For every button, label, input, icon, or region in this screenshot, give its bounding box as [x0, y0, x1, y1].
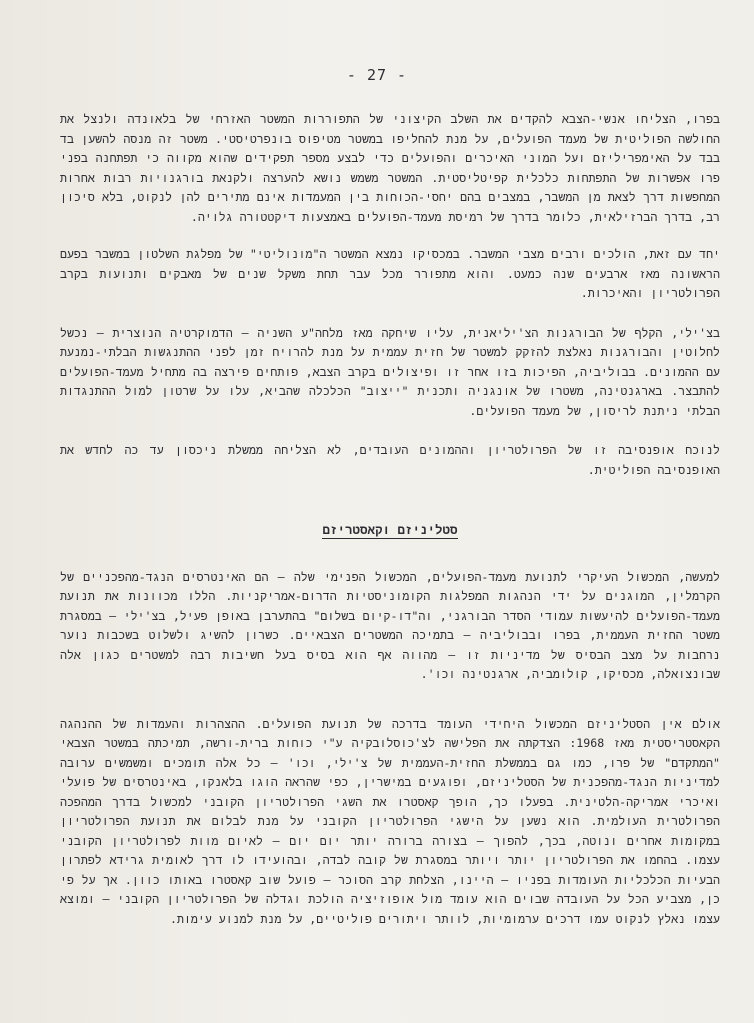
document-body [60, 110, 720, 929]
section-heading [60, 520, 720, 540]
paragraph-nixon: לנוכח אופנסיבה זו של הפרולטריון וההמונים העובדים, לא הצליחה ממשלת ניכסון עד כה לחדש את האופנסיבה הפוליטית. [60, 443, 720, 477]
paragraph-mexico: יחד עם זאת, הולכים ורבים מצבי המשבר. במכסיקו נמצא המשטר ה"מונוליטי" של מפלגת השלטון במשבר בפעם הראשונה מאז ארבעים שנה כמעט. והוא מתפורר מכל עבר תחת משקל שנים של מאבקים ותנועות בקרב הפרולטריון והאיכרות. [60, 247, 720, 300]
section-heading-text: סטליניזם וקאסטריזם [322, 522, 458, 537]
paragraph-chile-bolivia-argentina: בצ'ילי, הקלף של הבורגנות הצ'יליאנית, עליו שיחקה מאז מלחה"ע השניה – הדמוקרטיה הנוצרית – נכשל לחלוטין והבורגנות נאלצת להזקק למשטר של חזית עממית על מנת להרויח זמן לפני ההתנגשות הבלתי-נמנעת עם ההמונים. בבוליביה, הפיכות בזו אחר זו ופיצולים בקרב הצבא, פותחים פירצה בה מתחיל מעמד-הפועלים להתבצר. בארגנטינה, משטרו של אונגניה ותכנית "ייצוב" הכלכלה שהביא, עלו על שרטון למול ההתנגדות הבלתי ניתנת לריסון, של מעמד הפועלים. [60, 325, 720, 418]
paragraph-peru: בפרו, הצליחו אנשי-הצבא להקדים את השלב הקיצוני של התפוררות המשטר האזרחי של בלאונדה ולנצל את החולשה הפוליטית של מעמד הפועלים, על מנת להחליפו במשטר מטיפוס בונפרטיסטי. משטר זה מנסה להשען בד בבד על האימפריליזם ועל המוני האיכרים והפועלים כדי לבצע מספר תפקידים שהוא מקווה כי תפתחנה בפני פרו אפשרות של התפתחות כלכלית קפיטליסטית. המשטר משמש נושא להערצה ולקנאת בורגנויות רבות אחרות המחפשות דרך לצאת מן המשבר, במצבים בהם יחסי-הכוחות בין המעמדות אינם מתירים להן לנקוט, בלא סיכון רב, בדרך הברזילאית, כלומר בדרך של רמיסת מעמד-הפועלים באמצעות דיקטטורה גלויה. [60, 112, 720, 224]
paragraph-castroism: אולם אין הסטליניזם המכשול היחידי העומד בדרכה של תנועת הפועלים. ההצהרות והעמדות של ההנהגה הקאסטריסטית מאז 1968: הצדקתה את הפלישה לצ'כוסלובקיה ע"י כוחות ברית-ורשה, תמיכתה במשטר הצבאי "המתקדם" של פרו, כמו גם בממשלת החזית-העממית של צ'ילי, וכו' – כל אלה תומכים ומשמשים ערובה למדיניות הנגד-מהפכנית של הסטליניזם, ופוגעים במישרין, כפי שהראה הוגו בלאנקו, באינטרסים של פועלי ואיכרי אמריקה-הלטינית. בפעלו כך, הופך קאסטרו את השגי הפרולטריון הקובני למכשול בדרך המהפכה הפרולטרית העולמית. הוא נשען על הישגי הפרולטריון הקובני על מנת לבלום את תנועת הפרולטריון במקומות אחרים ונוטה, בכך, להפוך – בצורה ברורה יותר יום יום – לאיום מוות לפרולטריון הקובני עצמו. בהחמו את הפרולטריון יותר ויותר במסגרת של קובה לבדה, ובהועידו לו דרך לאומית גרידא לפתרון הבעיות הכלכליות העומדות בפניו – היינו, הצלחת קרב הסוכר – פועל שוב קאסטרו באותו כוון. אך על פי כן, מצביע הכל על העובדה שבוים הוא עומד מול אופוזיציה הולכת וגדלה של הפרולטריון הקובני – ומוצא עצמו נאלץ לנקוט עמו דרכים ערמומיות, לוותר ויתורים פוליטיים, על מנת למנוע עימות. [60, 716, 720, 926]
page-number: - 27 - [346, 66, 408, 84]
paragraph-kremlin: למעשה, המכשול העיקרי לתנועת מעמד-הפועלים, המכשול הפנימי שלה – הם האינטרסים הנגד-מהפכניים של הקרמלין, המוגנים על ידי הנהגות המפלגות הקומוניסטיות הדרום-אמריקניות. הללו מכוונות את תנועת מעמד-הפועלים להיעשות עמודי הסדר הבורגני, וה"דו-קיום בשלום" בהתערבן באופן פעיל, בצ'ילי – במסגרת משטר החזית העממית, בפרו ובבוליביה – בתמיכה המשטרים הצבאיים. כשרון להשיג ולשלוט בשכבות נוער נרחבות על מצב הבסיס של מדיניות זו – מהווה אף הוא בסיס בעל חשיבות רבה למשטרים כגון אלה שבונצואלה, מכסיקו, קולומביה, ארגנטינה וכו'. [60, 569, 720, 681]
